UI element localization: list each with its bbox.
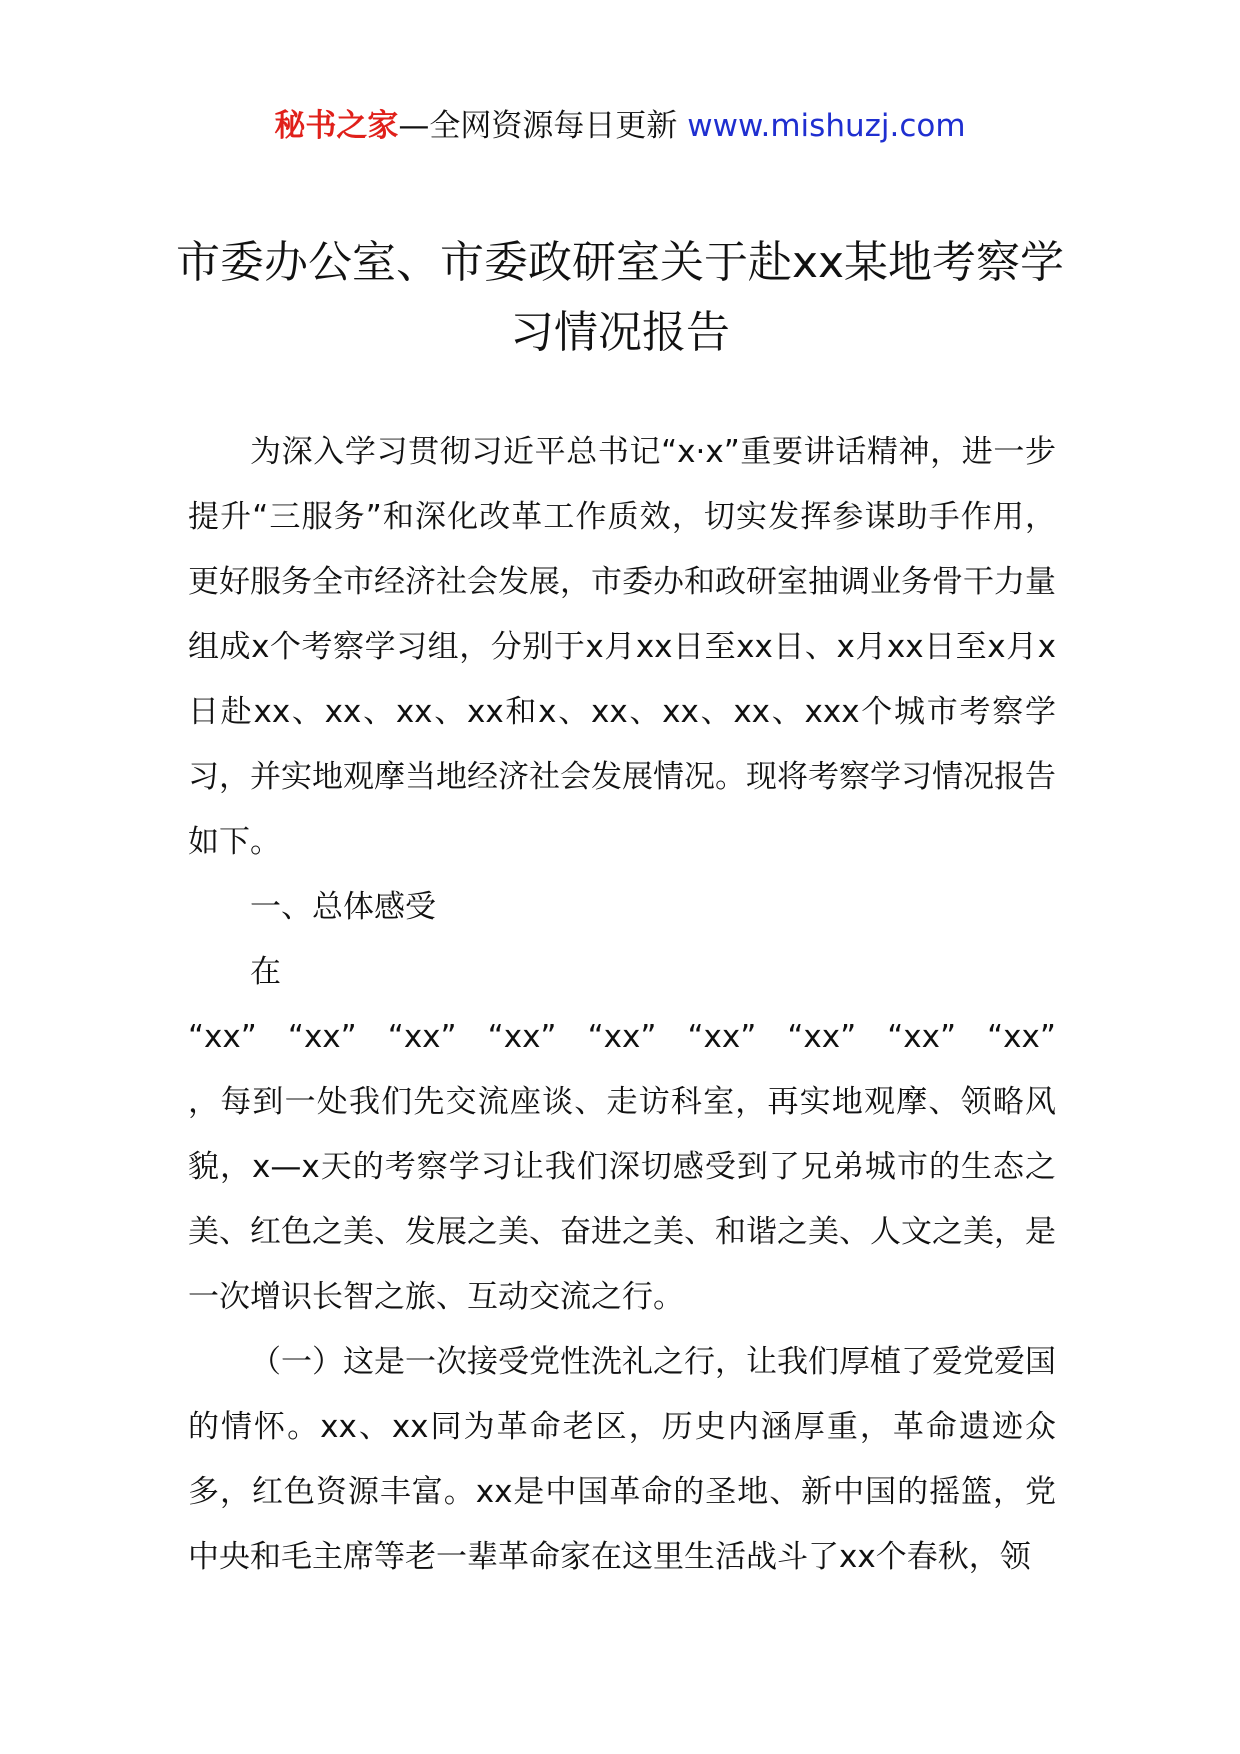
quoted-item: “xx” <box>487 1019 557 1055</box>
quoted-item: “xx” <box>787 1019 857 1055</box>
quoted-item: “xx” <box>287 1019 357 1055</box>
site-header <box>0 104 1240 148</box>
quoted-item: “xx” <box>687 1019 757 1055</box>
quoted-item: “xx” <box>587 1019 657 1055</box>
document-title: 市委办公室、市委政研室关于赴xx某地考察学习情况报告 <box>175 237 1065 358</box>
site-url-link[interactable]: www.mishuzj.com <box>687 108 966 144</box>
document-body <box>188 420 1056 1590</box>
section-heading: 一、总体感受 <box>250 889 436 925</box>
header-slogan: —全网资源每日更新 <box>398 108 688 144</box>
quoted-item: “xx” <box>887 1019 957 1055</box>
quoted-item: “xx” <box>387 1019 457 1055</box>
quoted-item: “xx” <box>188 1019 257 1055</box>
section-lead-text: 在 <box>250 954 281 990</box>
brand-name: 秘书之家 <box>274 108 399 144</box>
subsection-paragraph: （一）这是一次接受党性洗礼之行，让我们厚植了爱党爱国的情怀。xx、xx同为革命老区，历史内涵厚重，革命遗迹众多，红色资源丰富。xx是中国革命的圣地、新中国的摇篮，党中央和毛主席等老一辈革命家在这里生活战斗了xx个春秋，领 <box>188 1344 1056 1575</box>
quoted-items-row <box>188 1005 1056 1070</box>
intro-paragraph: 为深入学习贯彻习近平总书记“x·x”重要讲话精神，进一步提升“三服务”和深化改革工作质效，切实发挥参谋助手作用，更好服务全市经济社会发展，市委办和政研室抽调业务骨干力量组成x个考察学习组，分别于x月xx日至xx日、x月xx日至x月x日赴xx、xx、xx、xx和x、xx、xx、xx、xxx个城市考察学习，并实地观摩当地经济社会发展情况。现将考察学习情况报告如下。 <box>188 434 1056 860</box>
quoted-item: “xx” <box>987 1019 1056 1055</box>
section-body-paragraph: ，每到一处我们先交流座谈、走访科室，再实地观摩、领略风貌，x—x天的考察学习让我们深切感受到了兄弟城市的生态之美、红色之美、发展之美、奋进之美、和谐之美、人文之美，是一次增识长智之旅、互动交流之行。 <box>188 1084 1056 1315</box>
